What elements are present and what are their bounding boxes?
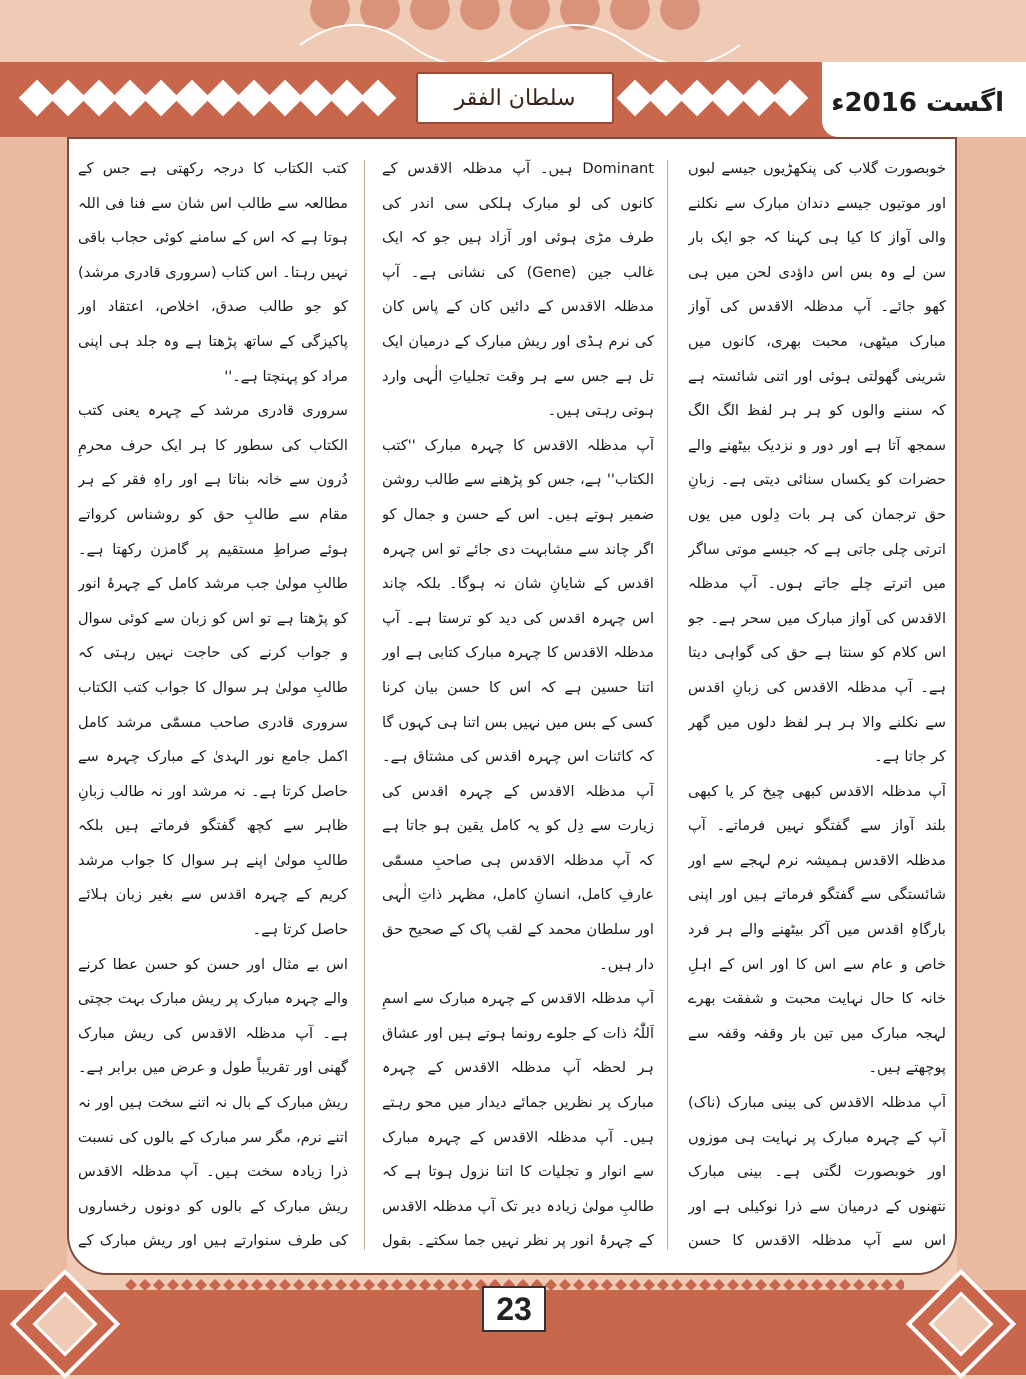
footer-diamond: [405, 1279, 417, 1291]
footer-diamond: [839, 1279, 851, 1291]
footer-diamond: [307, 1279, 319, 1291]
footer-diamond: [629, 1279, 641, 1291]
footer-diamond: [125, 1279, 137, 1291]
footer-diamond: [853, 1279, 865, 1291]
footer-diamond: [265, 1279, 277, 1291]
footer-diamond: [545, 1279, 557, 1291]
footer-diamond: [825, 1279, 837, 1291]
footer-diamond: [195, 1279, 207, 1291]
paragraph: آپ مدظلہ الاقدس کبھی چیخ کر یا کبھی بلند آواز سے گفتگو نہیں فرماتے۔ آپ مدظلہ الاقدس ہمیشہ نرم لہجے سے اور شائستگی سے گفتگو فرماتے ہیں اور اپنی بارگاہِ اقدس میں آکر بیٹھنے والے ہر فرد خاص و عام سے اس کا اور اس کے اہلِ خانہ کا حال نہایت محبت و شفقت بھرے لہجہ مبارک میں تین بار وقفہ وقفہ سے پوچھتے ہیں۔: [688, 782, 946, 1077]
footer-diamond: [713, 1279, 725, 1291]
footer-diamond: [699, 1279, 711, 1291]
footer-diamond: [867, 1279, 879, 1291]
footer-diamond: [335, 1279, 347, 1291]
header-pattern: [0, 0, 1026, 62]
footer-diamond: [167, 1279, 179, 1291]
footer-diamond: [447, 1279, 459, 1291]
footer-diamond: [391, 1279, 403, 1291]
footer-diamond: [419, 1279, 431, 1291]
footer-diamond: [573, 1279, 585, 1291]
paragraph: خوبصورت گلاب کی پنکھڑیوں جیسے لبوں اور موتیوں جیسے دندان مبارک سے نکلنے والی آواز کا کیا ہی کہنا کہ جو ایک بار سن لے وہ بس اس داؤدی لحن میں ہی کھو جائے۔ آپ مدظلہ الاقدس کی آواز مبارک میٹھی، محبت بھری، کانوں میں شرینی گھولتی ہوئی اور اتنی شائستہ ہے کہ سننے والوں کو ہر ہر لفظ الگ الگ سمجھ آتا ہے اور دور و نزدیک بیٹھنے والے حضرات کو یکساں سنائی دیتی ہے۔ زبانِ حق ترجمان کی ہر بات دِلوں میں یوں اترتی چلی جاتی ہے کہ جیسے موتی ساگر میں اترتے چلے جاتے ہوں۔ آپ مدظلہ الاقدس کی آواز مبارک میں سحر ہے۔ جو اس کلام کو سنتا ہے حق کی گواہی دیتا ہے۔ آپ مدظلہ الاقدس کی زبانِ اقدس سے نکلنے والا ہر ہر لفظ دلوں میں گھر کر جاتا ہے۔: [688, 160, 946, 766]
footer-diamond: [223, 1279, 235, 1291]
paragraph: آپ مدظلہ الاقدس کا چہرہ مبارک ''کتب الکتاب'' ہے، جس کو پڑھنے سے طالب روشن ضمیر ہوتے ہیں۔ اس کے حسن و جمال کو اگر چاند سے مشابہت دی جائے تو اس چہرہ اقدس کے شایانِ شان نہ ہوگا۔ بلکہ چاند اس چہرہ اقدس کی دید کو ترستا ہے۔ آپ مدظلہ الاقدس کا چہرہ مبارک کتابی ہے اور اتنا حسین ہے کہ اس کا حسن بیان کرنا کسی کے بس میں نہیں بس اتنا ہی کہوں گا کہ کائنات اس چہرہ اقدس کی مشتاق ہے۔ آپ مدظلہ الاقدس کے چہرہ اقدس کی زیارت سے دِل کو یہ کامل یقین ہو جاتا ہے کہ آپ مدظلہ الاقدس ہی صاحبِ مسمّٰی عارفِ کامل، انسانِ کامل، مظہر ذاتِ الٰہی اور سلطان محمد کے لقب پاک کے صحیح حق دار ہیں۔: [382, 436, 654, 973]
footer-diamond: [349, 1279, 361, 1291]
footer-diamond: [139, 1279, 151, 1291]
issue-date: اگست 2016ء: [831, 88, 1004, 118]
footer-diamond: [251, 1279, 263, 1291]
footer-diamond: [237, 1279, 249, 1291]
page-number: [482, 1286, 546, 1332]
footer-diamond: [363, 1279, 375, 1291]
paragraph: سروری قادری مرشد کے چہرہ یعنی کتب الکتاب کی سطور کا ہر ایک حرف محرمِ دُرون سے خانہ بناتا ہے اور راہِ فقر کے ہر مقام سے طالبِ حق کو روشناس کرواتے ہوئے صراطِ مستقیم پر گامزن رکھتا ہے۔ طالبِ مولیٰ جب مرشد کامل کے چہرۂ انور کو پڑھتا ہے تو اس کو زبان سے کوئی سوال و جواب کرنے کی حاجت نہیں رہتی کہ طالبِ مولیٰ ہر سوال کا جواب کتب الکتاب سروری قادری صاحب مسمّٰی مرشد کامل اکمل جامع نور الہدیٰ کے مبارک چہرہ سے حاصل کرتا ہے۔ نہ مرشد اور نہ طالب زبانِ ظاہر سے کچھ گفتگو فرماتے ہیں بلکہ طالبِ مولیٰ اپنے ہر سوال کا جواب مرشد کریم کے چہرہ اقدس سے بغیر زبان ہلائے حاصل کرتا ہے۔: [78, 402, 348, 939]
footer-diamond: [615, 1279, 627, 1291]
column-divider-2: [364, 160, 365, 1250]
footer-diamond: [671, 1279, 683, 1291]
footer-diamond: [209, 1279, 221, 1291]
paragraph: اس بے مثال اور حسن کو حسن عطا کرنے والے چہرہ مبارک پر ریش مبارک بہت جچتی ہے۔ آپ مدظلہ الاقدس کی ریش مبارک گھنی اور تقریباً طول و عرض میں برابر ہے۔ ریش مبارک کے بال نہ اتنے سخت ہیں اور نہ اتنے نرم، مگر سر مبارک کے بالوں کی نسبت ذرا زیادہ سخت ہیں۔ آپ مدظلہ الاقدس ریش مبارک کے بالوں کو دونوں رخساروں کی طرف سنوارتے ہیں اور ریش مبارک کے: [78, 955, 348, 1250]
footer-diamond: [685, 1279, 697, 1291]
paragraph: آپ مدظلہ الاقدس کی بینی مبارک (ناک) آپ کے چہرہ مبارک پر نہایت ہی موزوں اور خوبصورت لگتی ہے۔ بینی مبارک نتھنوں کے درمیان سے ذرا نوکیلی ہے اور اس سے آپ مدظلہ الاقدس کا حسن: [688, 1094, 946, 1250]
footer-diamond: [377, 1279, 389, 1291]
footer-diamond: [783, 1279, 795, 1291]
footer-diamond: [279, 1279, 291, 1291]
logo-text: سلطان الفقر: [454, 85, 576, 111]
footer-diamond: [657, 1279, 669, 1291]
footer-diamond: [769, 1279, 781, 1291]
footer-diamond: [797, 1279, 809, 1291]
footer-diamond: [881, 1279, 893, 1291]
paragraph: کتب الکتاب کا درجہ رکھتی ہے جس کے مطالعہ سے طالب اس شان سے فنا فی اللہ ہوتا ہے کہ اس کے سامنے کوئی حجاب باقی نہیں رہتا۔ اس کتاب (سروری قادری مرشد) کو جو طالب صدق، اخلاص، اعتقاد اور پاکیزگی کے ساتھ پڑھتا ہے وہ جلد ہی اپنی مراد کو پہنچتا ہے۔'': [78, 160, 348, 385]
column-middle: [382, 152, 654, 1262]
footer-diamond: [181, 1279, 193, 1291]
footer-diamond: [755, 1279, 767, 1291]
footer-diamond: [643, 1279, 655, 1291]
footer-diamond: [321, 1279, 333, 1291]
footer-diamond: [293, 1279, 305, 1291]
column-right: [688, 152, 946, 1262]
diamond-row-right: [622, 78, 803, 118]
footer-diamond: [811, 1279, 823, 1291]
footer-diamond: [433, 1279, 445, 1291]
footer-diamond: [741, 1279, 753, 1291]
footer-diamond: [461, 1279, 473, 1291]
footer-diamond: [895, 1279, 904, 1291]
footer-diamond: [601, 1279, 613, 1291]
paragraph: آپ مدظلہ الاقدس کے چہرہ مبارک سے اسمِ اَللّٰہُ ذات کے جلوے رونما ہوتے ہیں اور عشاق ہر لحظہ آپ مدظلہ الاقدس کے چہرہ مبارک پر نظریں جمائے دیدار میں محو رہتے ہیں۔ آپ مدظلہ الاقدس کے چہرہ مبارک سے انوار و تجلیات کا اتنا نزول ہوتا ہے کہ طالبِ مولیٰ زیادہ دیر تک آپ مدظلہ الاقدس کے چہرۂ انور پر نظر نہیں جما سکتے۔ بقول: [382, 990, 654, 1250]
footer-diamond: [559, 1279, 571, 1291]
diamond-row-left: [24, 78, 391, 118]
page-number-text: 23: [496, 1290, 532, 1327]
left-margin-strip: [0, 137, 67, 1290]
magazine-logo: [416, 72, 614, 124]
paragraph: Dominant ہیں۔ آپ مدظلہ الاقدس کے کانوں کی لو مبارک ہلکی سی اندر کی طرف مڑی ہوئی اور آزاد ہیں جو کہ ایک غالب جین (Gene) کی نشانی ہے۔ آپ مدظلہ الاقدس کے دائیں کان کے پاس کان کی نرم ہڈی اور ریش مبارک کے درمیان ایک تل ہے جس سے ہر وقت تجلیاتِ الٰہی وارد ہوتی رہتی ہیں۔: [382, 160, 654, 420]
column-divider-1: [667, 160, 668, 1250]
column-left: [78, 152, 348, 1262]
footer-diamond: [153, 1279, 165, 1291]
right-margin-strip: [957, 137, 1026, 1290]
footer-diamond: [587, 1279, 599, 1291]
footer-diamond: [727, 1279, 739, 1291]
